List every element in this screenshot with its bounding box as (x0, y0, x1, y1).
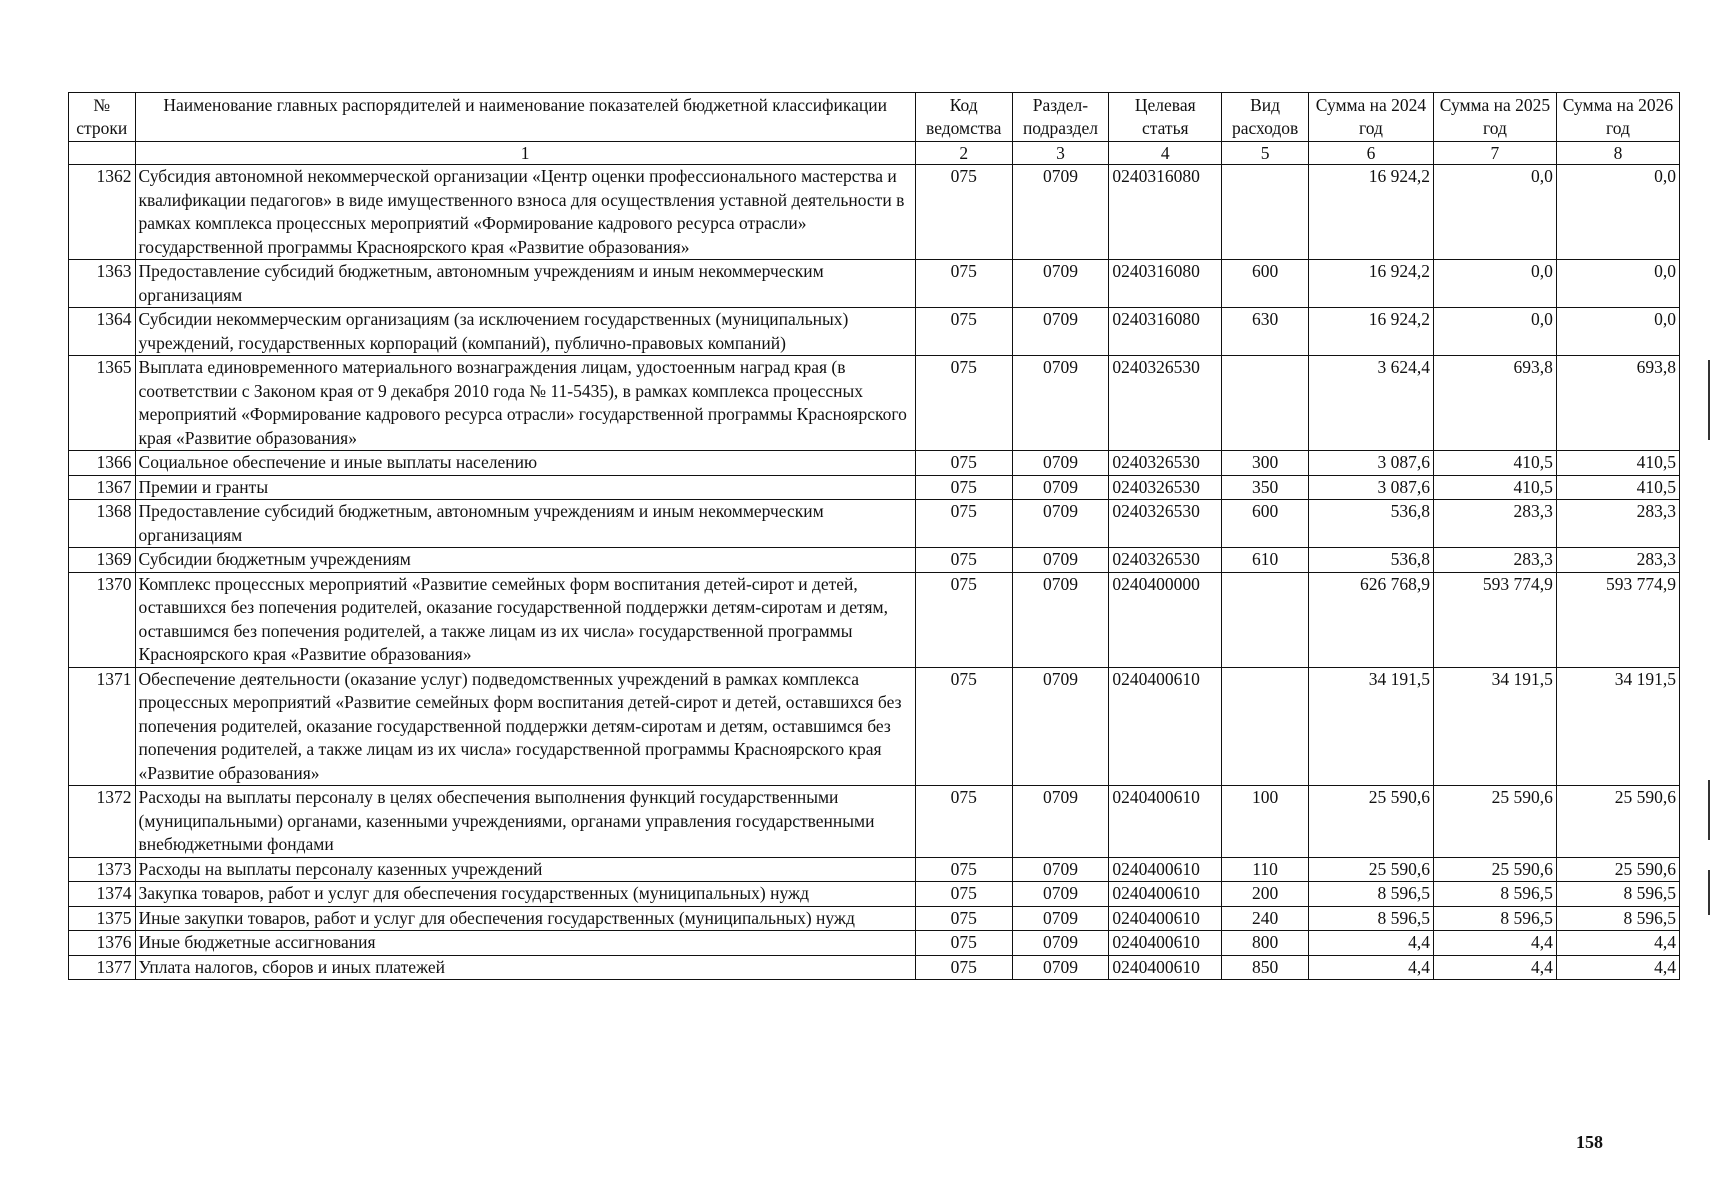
header-row (69, 93, 1680, 142)
department-code: 075 (915, 500, 1012, 548)
section-code: 0709 (1012, 500, 1109, 548)
column-number: 7 (1433, 142, 1556, 165)
table-row (69, 260, 1680, 308)
row-number: 1374 (69, 882, 136, 907)
row-name: Субсидия автономной некоммерческой организации «Центр оценки профессионального мастерства и квалификации педагогов» в виде имущественного взноса для осуществления уставной деятельности в рамках комплекса процессных мероприятий «Формирование кадрового ресурса отрасли» государственной программы Красноярского края «Развитие образования» (135, 165, 915, 260)
row-name: Иные закупки товаров, работ и услуг для обеспечения государственных (муниципальных) нужд (135, 906, 915, 931)
row-number: 1368 (69, 500, 136, 548)
row-name: Предоставление субсидий бюджетным, автономным учреждениям и иным некоммерческим организациям (135, 500, 915, 548)
target-article: 0240316080 (1109, 260, 1222, 308)
column-number: 5 (1222, 142, 1309, 165)
sum-2024: 536,8 (1308, 548, 1433, 573)
sum-2024: 3 624,4 (1308, 356, 1433, 451)
row-name: Премии и гранты (135, 475, 915, 500)
expense-type: 350 (1222, 475, 1309, 500)
sum-2026: 283,3 (1556, 500, 1679, 548)
row-number: 1376 (69, 931, 136, 956)
sum-2026: 693,8 (1556, 356, 1679, 451)
sum-2024: 8 596,5 (1308, 906, 1433, 931)
expense-type: 110 (1222, 857, 1309, 882)
table-row (69, 667, 1680, 786)
section-code: 0709 (1012, 931, 1109, 956)
header-sum-2025: Сумма на 2025 год (1433, 93, 1556, 142)
department-code: 075 (915, 308, 1012, 356)
table-row (69, 451, 1680, 476)
department-code: 075 (915, 572, 1012, 667)
sum-2024: 16 924,2 (1308, 165, 1433, 260)
expense-type: 240 (1222, 906, 1309, 931)
target-article: 0240400610 (1109, 931, 1222, 956)
row-number: 1372 (69, 786, 136, 858)
scan-mark (1708, 780, 1710, 840)
sum-2025: 4,4 (1433, 955, 1556, 980)
section-code: 0709 (1012, 356, 1109, 451)
department-code: 075 (915, 165, 1012, 260)
sum-2026: 410,5 (1556, 451, 1679, 476)
row-name: Социальное обеспечение и иные выплаты населению (135, 451, 915, 476)
target-article: 0240400610 (1109, 955, 1222, 980)
sum-2024: 16 924,2 (1308, 260, 1433, 308)
section-code: 0709 (1012, 475, 1109, 500)
section-code: 0709 (1012, 906, 1109, 931)
expense-type: 300 (1222, 451, 1309, 476)
target-article: 0240400610 (1109, 882, 1222, 907)
sum-2024: 3 087,6 (1308, 451, 1433, 476)
section-code: 0709 (1012, 882, 1109, 907)
section-code: 0709 (1012, 451, 1109, 476)
department-code: 075 (915, 548, 1012, 573)
sum-2025: 0,0 (1433, 308, 1556, 356)
header-expense-type: Вид расходов (1222, 93, 1309, 142)
budget-table (68, 92, 1680, 980)
department-code: 075 (915, 475, 1012, 500)
row-number: 1365 (69, 356, 136, 451)
table-row (69, 572, 1680, 667)
table-row (69, 857, 1680, 882)
sum-2025: 34 191,5 (1433, 667, 1556, 786)
column-number: 3 (1012, 142, 1109, 165)
sum-2024: 626 768,9 (1308, 572, 1433, 667)
sum-2025: 8 596,5 (1433, 882, 1556, 907)
target-article: 0240326530 (1109, 475, 1222, 500)
expense-type: 600 (1222, 260, 1309, 308)
header-name: Наименование главных распорядителей и наименование показателей бюджетной классификации (135, 93, 915, 142)
sum-2026: 0,0 (1556, 308, 1679, 356)
row-number: 1375 (69, 906, 136, 931)
column-number: 6 (1308, 142, 1433, 165)
table-row (69, 882, 1680, 907)
table-row (69, 786, 1680, 858)
expense-type: 630 (1222, 308, 1309, 356)
row-number: 1369 (69, 548, 136, 573)
sum-2026: 25 590,6 (1556, 786, 1679, 858)
sum-2024: 3 087,6 (1308, 475, 1433, 500)
expense-type (1222, 356, 1309, 451)
section-code: 0709 (1012, 308, 1109, 356)
section-code: 0709 (1012, 857, 1109, 882)
department-code: 075 (915, 451, 1012, 476)
row-name: Уплата налогов, сборов и иных платежей (135, 955, 915, 980)
sum-2026: 410,5 (1556, 475, 1679, 500)
row-name: Закупка товаров, работ и услуг для обеспечения государственных (муниципальных) нужд (135, 882, 915, 907)
sum-2026: 4,4 (1556, 955, 1679, 980)
department-code: 075 (915, 857, 1012, 882)
table-row (69, 955, 1680, 980)
sum-2025: 25 590,6 (1433, 857, 1556, 882)
target-article: 0240400610 (1109, 857, 1222, 882)
row-number: 1371 (69, 667, 136, 786)
header-section: Раздел-подраздел (1012, 93, 1109, 142)
sum-2025: 8 596,5 (1433, 906, 1556, 931)
row-name: Выплата единовременного материального вознаграждения лицам, удостоенным наград края (в соответствии с Законом края от 9 декабря 2010 года № 11-5435), в рамках комплекса процессных мероприятий «Формирование кадрового ресурса отрасли» государственной программы Красноярского края «Развитие образования» (135, 356, 915, 451)
sum-2025: 283,3 (1433, 548, 1556, 573)
header-department-code: Код ведомства (915, 93, 1012, 142)
row-number: 1366 (69, 451, 136, 476)
expense-type: 100 (1222, 786, 1309, 858)
expense-type: 200 (1222, 882, 1309, 907)
header-sum-2026: Сумма на 2026 год (1556, 93, 1679, 142)
sum-2025: 693,8 (1433, 356, 1556, 451)
sum-2024: 536,8 (1308, 500, 1433, 548)
table-row (69, 165, 1680, 260)
sum-2024: 34 191,5 (1308, 667, 1433, 786)
sum-2025: 0,0 (1433, 165, 1556, 260)
sum-2024: 16 924,2 (1308, 308, 1433, 356)
target-article: 0240400610 (1109, 667, 1222, 786)
expense-type: 600 (1222, 500, 1309, 548)
department-code: 075 (915, 906, 1012, 931)
sum-2024: 4,4 (1308, 955, 1433, 980)
target-article: 0240400610 (1109, 786, 1222, 858)
sum-2026: 34 191,5 (1556, 667, 1679, 786)
table-row (69, 548, 1680, 573)
department-code: 075 (915, 955, 1012, 980)
row-number: 1370 (69, 572, 136, 667)
sum-2026: 0,0 (1556, 165, 1679, 260)
header-target-article: Целевая статья (1109, 93, 1222, 142)
sum-2026: 25 590,6 (1556, 857, 1679, 882)
row-name: Субсидии некоммерческим организациям (за исключением государственных (муниципальных) учреждений, государственных корпораций (компаний), публично-правовых компаний) (135, 308, 915, 356)
column-number: 8 (1556, 142, 1679, 165)
column-number-blank (69, 142, 136, 165)
sum-2026: 283,3 (1556, 548, 1679, 573)
sum-2025: 0,0 (1433, 260, 1556, 308)
expense-type: 800 (1222, 931, 1309, 956)
table-row (69, 931, 1680, 956)
row-number: 1362 (69, 165, 136, 260)
department-code: 075 (915, 882, 1012, 907)
sum-2026: 8 596,5 (1556, 882, 1679, 907)
target-article: 0240316080 (1109, 308, 1222, 356)
department-code: 075 (915, 667, 1012, 786)
sum-2024: 8 596,5 (1308, 882, 1433, 907)
department-code: 075 (915, 356, 1012, 451)
table-body (69, 165, 1680, 980)
sum-2025: 283,3 (1433, 500, 1556, 548)
target-article: 0240326530 (1109, 500, 1222, 548)
sum-2025: 25 590,6 (1433, 786, 1556, 858)
row-name: Обеспечение деятельности (оказание услуг) подведомственных учреждений в рамках комплекса процессных мероприятий «Развитие семейных форм воспитания детей-сирот и детей, оставшихся без попечения родителей, оказание государственной поддержки детям-сиротам и детям, оставшимся без попечения родителей, а также лицам из их числа» государственной программы Красноярского края «Развитие образования» (135, 667, 915, 786)
section-code: 0709 (1012, 165, 1109, 260)
sum-2024: 25 590,6 (1308, 857, 1433, 882)
expense-type (1222, 165, 1309, 260)
sum-2025: 410,5 (1433, 451, 1556, 476)
section-code: 0709 (1012, 667, 1109, 786)
department-code: 075 (915, 931, 1012, 956)
scan-mark (1708, 360, 1710, 440)
sum-2025: 4,4 (1433, 931, 1556, 956)
target-article: 0240316080 (1109, 165, 1222, 260)
row-name: Субсидии бюджетным учреждениям (135, 548, 915, 573)
column-number: 1 (135, 142, 915, 165)
sum-2024: 4,4 (1308, 931, 1433, 956)
target-article: 0240326530 (1109, 356, 1222, 451)
column-number-row (69, 142, 1680, 165)
table-row (69, 356, 1680, 451)
header-row-number: № строки (69, 93, 136, 142)
target-article: 0240326530 (1109, 548, 1222, 573)
column-number: 4 (1109, 142, 1222, 165)
table-row (69, 906, 1680, 931)
expense-type: 610 (1222, 548, 1309, 573)
target-article: 0240400610 (1109, 906, 1222, 931)
section-code: 0709 (1012, 260, 1109, 308)
scan-mark (1708, 870, 1710, 915)
section-code: 0709 (1012, 955, 1109, 980)
row-number: 1367 (69, 475, 136, 500)
section-code: 0709 (1012, 548, 1109, 573)
section-code: 0709 (1012, 786, 1109, 858)
sum-2025: 410,5 (1433, 475, 1556, 500)
page-number: 158 (1576, 1132, 1603, 1152)
expense-type: 850 (1222, 955, 1309, 980)
sum-2024: 25 590,6 (1308, 786, 1433, 858)
row-name: Комплекс процессных мероприятий «Развитие семейных форм воспитания детей-сирот и детей, оставшихся без попечения родителей, оказание государственной поддержки детям-сиротам и детям, оставшимся без попечения родителей, а также лицам из их числа» государственной программы Красноярского края «Развитие образования» (135, 572, 915, 667)
row-number: 1363 (69, 260, 136, 308)
target-article: 0240326530 (1109, 451, 1222, 476)
target-article: 0240400000 (1109, 572, 1222, 667)
department-code: 075 (915, 786, 1012, 858)
header-sum-2024: Сумма на 2024 год (1308, 93, 1433, 142)
sum-2026: 0,0 (1556, 260, 1679, 308)
expense-type (1222, 667, 1309, 786)
row-name: Расходы на выплаты персоналу в целях обеспечения выполнения функций государственными (муниципальными) органами, казенными учреждениями, органами управления государственными внебюджетными фондами (135, 786, 915, 858)
expense-type (1222, 572, 1309, 667)
row-number: 1373 (69, 857, 136, 882)
row-number: 1377 (69, 955, 136, 980)
table-row (69, 475, 1680, 500)
sum-2025: 593 774,9 (1433, 572, 1556, 667)
table-row (69, 308, 1680, 356)
sum-2026: 593 774,9 (1556, 572, 1679, 667)
column-number: 2 (915, 142, 1012, 165)
table-row (69, 500, 1680, 548)
sum-2026: 8 596,5 (1556, 906, 1679, 931)
sum-2026: 4,4 (1556, 931, 1679, 956)
section-code: 0709 (1012, 572, 1109, 667)
row-number: 1364 (69, 308, 136, 356)
row-name: Расходы на выплаты персоналу казенных учреждений (135, 857, 915, 882)
department-code: 075 (915, 260, 1012, 308)
row-name: Иные бюджетные ассигнования (135, 931, 915, 956)
row-name: Предоставление субсидий бюджетным, автономным учреждениям и иным некоммерческим организациям (135, 260, 915, 308)
